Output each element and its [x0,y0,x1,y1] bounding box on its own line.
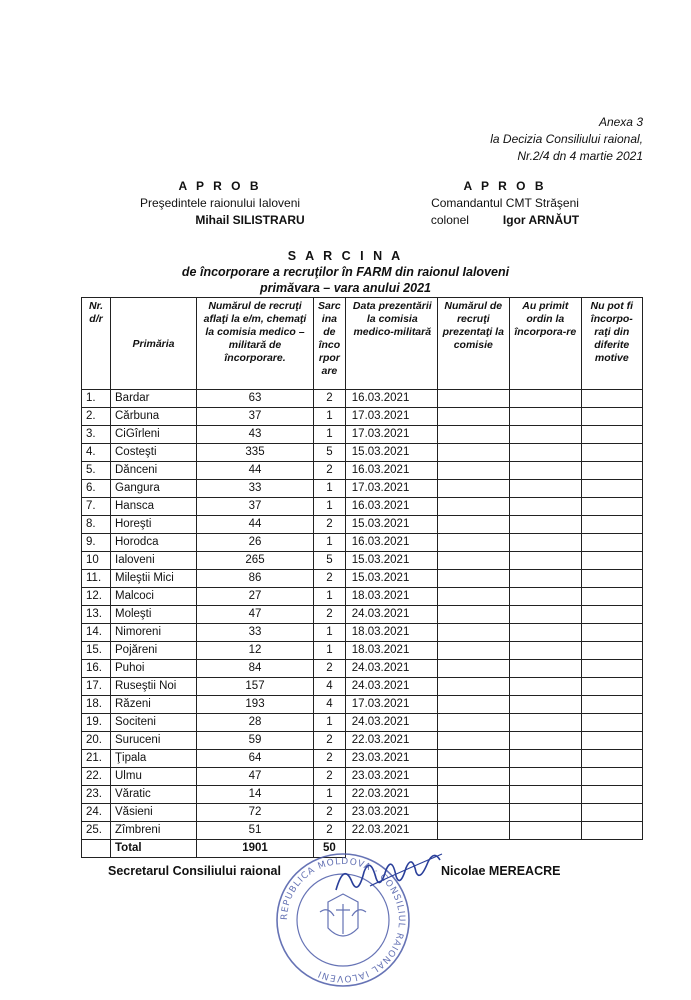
secretary-name: Nicolae MEREACRE [441,864,561,878]
cell-nr: 20. [82,732,111,750]
cell-prezentati [437,678,509,696]
cell-sarcina: 4 [314,696,346,714]
cell-ordin [509,750,581,768]
table-row [82,462,643,480]
cell-prezentati [437,822,509,840]
cell-primaria: Văratic [111,786,197,804]
cell-prezentati [437,642,509,660]
cell-nu-pot [581,696,642,714]
cell-data: 24.03.2021 [345,606,437,624]
cell-data: 23.03.2021 [345,804,437,822]
cell-nr: 14. [82,624,111,642]
cell-primaria: Moleşti [111,606,197,624]
cell-prezentati [437,696,509,714]
cell-ordin [509,786,581,804]
cell-nr: 3. [82,426,111,444]
cell-nu-pot [581,678,642,696]
cell-ordin [509,804,581,822]
table-row [82,588,643,606]
cell-primaria: CiGîrleni [111,426,197,444]
cell-nu-pot [581,750,642,768]
cell-sarcina: 2 [314,732,346,750]
table-row [82,642,643,660]
cell-data: 16.03.2021 [345,462,437,480]
approval-president [120,178,320,229]
cell-ordin [509,696,581,714]
cell-nr: 4. [82,444,111,462]
secretary-title: Secretarul Consiliului raional [108,864,281,878]
cell-ordin [509,426,581,444]
cell-sarcina: 2 [314,606,346,624]
cell-primaria: Suruceni [111,732,197,750]
cell-sarcina: 1 [314,534,346,552]
cell-numar: 37 [197,408,314,426]
cell-nr: 19. [82,714,111,732]
cell-sarcina: 1 [314,426,346,444]
approval-name: Igor ARNĂUT [502,213,580,227]
cell-nu-pot [581,480,642,498]
cell-sarcina: 2 [314,660,346,678]
cell-sarcina: 1 [314,480,346,498]
cell-data: 15.03.2021 [345,444,437,462]
cell-sarcina: 1 [314,624,346,642]
cell-primaria: Văsieni [111,804,197,822]
cell-prezentati [437,552,509,570]
cell-nr: 17. [82,678,111,696]
task-period: primăvara – vara anului 2021 [260,281,431,295]
cell-data: 17.03.2021 [345,426,437,444]
cell-nu-pot [581,444,642,462]
table-row [82,444,643,462]
cell-data: 17.03.2021 [345,696,437,714]
cell-nr: 5. [82,462,111,480]
cell-numar: 47 [197,768,314,786]
cell-data: 24.03.2021 [345,678,437,696]
cell-sarcina: 2 [314,822,346,840]
cell-sarcina: 5 [314,552,346,570]
cell-nu-pot [581,588,642,606]
cell-numar: 43 [197,426,314,444]
table-header-row [82,298,643,390]
cell-prezentati [437,660,509,678]
approval-heading: A P R O B [463,179,547,193]
header-numar: Numărul de recruţi aflaţi la e/m, chemaţi la comisia medico – militară de încorporare. [197,298,314,390]
cell-numar: 12 [197,642,314,660]
cell-sarcina: 2 [314,390,346,408]
cell-primaria: Gangura [111,480,197,498]
cell-primaria: Horodca [111,534,197,552]
cell-primaria: Ialoveni [111,552,197,570]
cell-sarcina: 4 [314,678,346,696]
cell-sarcina: 5 [314,444,346,462]
cell-nr: 25. [82,822,111,840]
table-row [82,408,643,426]
cell-data: 15.03.2021 [345,516,437,534]
cell-prezentati [437,498,509,516]
cell-prezentati [437,588,509,606]
table-row [82,750,643,768]
table-row [82,480,643,498]
table-row [82,516,643,534]
cell-primaria: Dănceni [111,462,197,480]
cell-prezentati [437,480,509,498]
cell-ordin [509,588,581,606]
cell-numar: 33 [197,480,314,498]
table-row [82,660,643,678]
cell-prezentati [437,516,509,534]
cell-prezentati [437,786,509,804]
cell-primaria: Ţipala [111,750,197,768]
cell-data: 24.03.2021 [345,714,437,732]
cell-ordin [509,444,581,462]
cell-nu-pot [581,822,642,840]
cell-prezentati [437,714,509,732]
cell-data: 22.03.2021 [345,786,437,804]
cell-prezentati [437,606,509,624]
cell-primaria: Ulmu [111,768,197,786]
cell-sarcina: 1 [314,642,346,660]
cell-numar: 37 [197,498,314,516]
cell-nr: 8. [82,516,111,534]
table-row [82,624,643,642]
cell-data: 24.03.2021 [345,660,437,678]
cell-nu-pot [581,642,642,660]
cell-primaria: Bardar [111,390,197,408]
cell-ordin [509,480,581,498]
cell-ordin [509,642,581,660]
cell-ordin [509,678,581,696]
cell-numar: 64 [197,750,314,768]
cell-primaria: Costeşti [111,444,197,462]
cell-nu-pot [581,516,642,534]
total-numar: 1901 [197,840,314,858]
cell-primaria: Mileştii Mici [111,570,197,588]
cell-data: 23.03.2021 [345,750,437,768]
cell-data: 23.03.2021 [345,768,437,786]
cell-data: 22.03.2021 [345,732,437,750]
cell-sarcina: 1 [314,714,346,732]
cell-sarcina: 2 [314,804,346,822]
cell-numar: 265 [197,552,314,570]
cell-data: 16.03.2021 [345,390,437,408]
cell-prezentati [437,444,509,462]
cell-prezentati [437,426,509,444]
cell-primaria: Horeşti [111,516,197,534]
stamp-text: REPUBLICA MOLDOVA · CONSILIUL RAIONAL IALOVENI [279,856,407,984]
cell-numar: 44 [197,516,314,534]
cell-nu-pot [581,786,642,804]
table-row [82,804,643,822]
cell-sarcina: 2 [314,462,346,480]
cell-nu-pot [581,732,642,750]
table-row [82,822,643,840]
cell-numar: 72 [197,804,314,822]
cell-nr: 18. [82,696,111,714]
cell-sarcina: 1 [314,498,346,516]
approval-name: Mihail SILISTRARU [195,213,305,227]
table-row [82,786,643,804]
cell-nr: 22. [82,768,111,786]
cell-nu-pot [581,462,642,480]
cell-sarcina: 2 [314,516,346,534]
cell-nu-pot [581,408,642,426]
cell-nu-pot [581,624,642,642]
cell-nr: 15. [82,642,111,660]
approval-rank: colonel [430,213,469,227]
cell-numar: 28 [197,714,314,732]
cell-primaria: Sociteni [111,714,197,732]
cell-data: 15.03.2021 [345,570,437,588]
cell-ordin [509,552,581,570]
table-row [82,678,643,696]
cell-primaria: Hansca [111,498,197,516]
cell-data: 18.03.2021 [345,588,437,606]
cell-nr: 13. [82,606,111,624]
cell-data: 22.03.2021 [345,822,437,840]
task-subtitle: de încorporare a recruţilor în FARM din raionul Ialoveni [181,265,510,279]
cell-nr: 12. [82,588,111,606]
header-ordin: Au primit ordin la încorpora-re [509,298,581,390]
cell-prezentati [437,624,509,642]
cell-data: 18.03.2021 [345,624,437,642]
approval-title: Preşedintele raionului Ialoveni [139,196,301,210]
table-row [82,714,643,732]
cell-numar: 33 [197,624,314,642]
cell-numar: 84 [197,660,314,678]
cell-numar: 86 [197,570,314,588]
task-title: S A R C I N A [287,249,404,263]
cell-sarcina: 1 [314,588,346,606]
cell-data: 16.03.2021 [345,534,437,552]
cell-numar: 47 [197,606,314,624]
handwritten-signature [330,842,450,902]
annex-date: Nr.2/4 dn 4 martie 2021 [517,149,643,163]
cell-data: 17.03.2021 [345,480,437,498]
table-row [82,696,643,714]
cell-nu-pot [581,804,642,822]
cell-nr: 6. [82,480,111,498]
cell-prezentati [437,534,509,552]
cell-nr: 21. [82,750,111,768]
table-row [82,768,643,786]
cell-nu-pot [581,534,642,552]
cell-numar: 59 [197,732,314,750]
cell-sarcina: 1 [314,408,346,426]
approval-heading: A P R O B [178,179,262,193]
cell-primaria: Răzeni [111,696,197,714]
cell-nu-pot [581,606,642,624]
cell-ordin [509,660,581,678]
cell-nr: 2. [82,408,111,426]
cell-nu-pot [581,768,642,786]
cell-primaria: Zîmbreni [111,822,197,840]
cell-nu-pot [581,714,642,732]
cell-ordin [509,714,581,732]
cell-ordin [509,606,581,624]
total-label: Total [111,840,197,858]
cell-primaria: Ruseştii Noi [111,678,197,696]
cell-nr: 10 [82,552,111,570]
cell-nr: 16. [82,660,111,678]
cell-nu-pot [581,552,642,570]
cell-nr: 1. [82,390,111,408]
cell-numar: 27 [197,588,314,606]
cell-numar: 26 [197,534,314,552]
cell-nu-pot [581,570,642,588]
cell-ordin [509,570,581,588]
cell-prezentati [437,390,509,408]
annex-number: Anexa 3 [598,115,643,129]
cell-nu-pot [581,390,642,408]
table-body [82,390,643,858]
table-row [82,606,643,624]
cell-ordin [509,516,581,534]
table-row [82,534,643,552]
cell-prezentati [437,408,509,426]
cell-nr: 9. [82,534,111,552]
annex-reference [490,114,643,165]
cell-ordin [509,390,581,408]
cell-nu-pot [581,426,642,444]
header-nr: Nr. d/r [82,298,111,390]
table-row [82,390,643,408]
header-data: Data prezentării la comisia medico-militară [345,298,437,390]
table-row [82,552,643,570]
cell-nr: 7. [82,498,111,516]
cell-data: 15.03.2021 [345,552,437,570]
table-row [82,732,643,750]
cell-data: 17.03.2021 [345,408,437,426]
cell-numar: 193 [197,696,314,714]
annex-decision: la Decizia Consiliului raional, [490,132,643,146]
task-heading [60,248,631,296]
cell-numar: 335 [197,444,314,462]
cell-numar: 63 [197,390,314,408]
cell-ordin [509,498,581,516]
cell-primaria: Nimoreni [111,624,197,642]
header-primaria: Primăria [111,298,197,390]
header-nu-pot: Nu pot fi încorpo-raţi din diferite motive [581,298,642,390]
recruitment-table [81,297,643,858]
cell-nr: 11. [82,570,111,588]
cell-numar: 14 [197,786,314,804]
cell-nr: 24. [82,804,111,822]
cell-data: 16.03.2021 [345,498,437,516]
cell-primaria: Puhoi [111,660,197,678]
cell-sarcina: 2 [314,570,346,588]
cell-numar: 51 [197,822,314,840]
cell-ordin [509,624,581,642]
table-row [82,570,643,588]
cell-sarcina: 1 [314,786,346,804]
cell-ordin [509,822,581,840]
cell-ordin [509,768,581,786]
approval-title: Comandantul CMT Străşeni [431,196,579,210]
table-row [82,498,643,516]
cell-nu-pot [581,660,642,678]
cell-ordin [509,408,581,426]
cell-prezentati [437,462,509,480]
cell-sarcina: 2 [314,768,346,786]
cell-numar: 44 [197,462,314,480]
cell-ordin [509,534,581,552]
cell-prezentati [437,750,509,768]
cell-numar: 157 [197,678,314,696]
cell-data: 18.03.2021 [345,642,437,660]
approval-commander [400,178,610,229]
header-prezentati: Numărul de recruţi prezentaţi la comisie [437,298,509,390]
cell-ordin [509,732,581,750]
cell-nr: 23. [82,786,111,804]
cell-ordin [509,462,581,480]
total-sarcina: 50 [314,840,346,858]
table-row [82,426,643,444]
cell-prezentati [437,804,509,822]
cell-sarcina: 2 [314,750,346,768]
cell-primaria: Cărbuna [111,408,197,426]
cell-prezentati [437,768,509,786]
header-sarcina: Sarc ina de înco rpor are [314,298,346,390]
cell-primaria: Pojăreni [111,642,197,660]
cell-nu-pot [581,498,642,516]
cell-prezentati [437,732,509,750]
cell-primaria: Malcoci [111,588,197,606]
cell-prezentati [437,570,509,588]
